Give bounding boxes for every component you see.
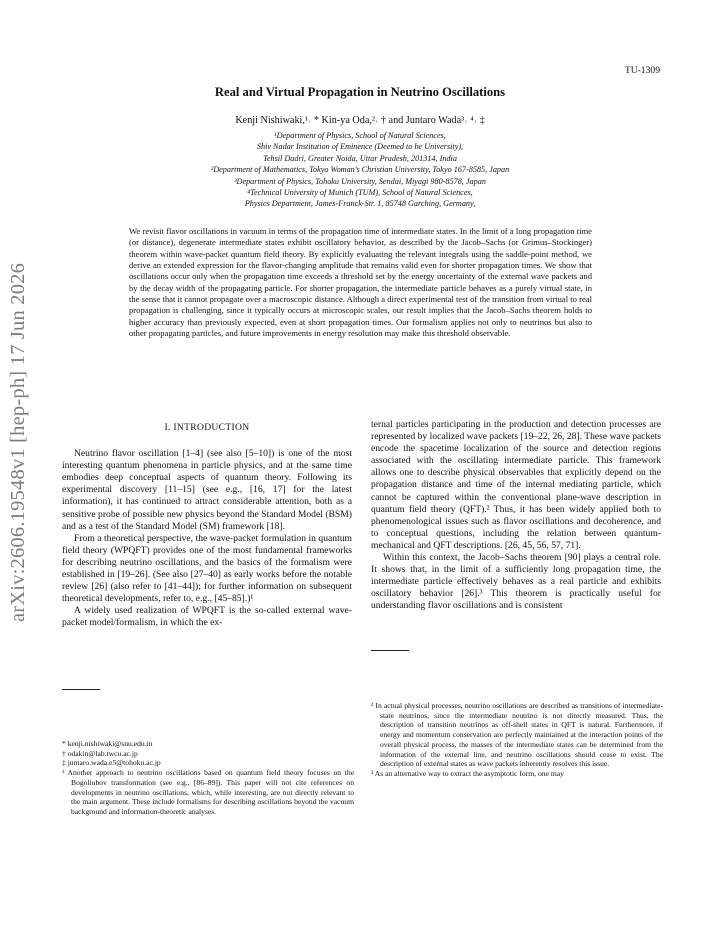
affiliations — [80, 130, 640, 210]
footnotes-left — [62, 739, 354, 817]
body-paragraph: From a theoretical perspective, the wave-packet formulation in quantum field theory (WPQFT) provides one of the most fundamental frameworks for describing neutrino oscillations, and the basics of the formalism were established in [19–26]. (See also [27–40] as early works before the notable review [26] (also refer to [41–44]); for further information on subsequent theoretical developments, refer to, e.g., [45–85].)¹ — [62, 532, 352, 605]
affiliation-line: ⁴Technical University of Munich (TUM), School of Natural Sciences, — [247, 188, 473, 198]
left-column — [62, 420, 352, 630]
footnote: † odakin@lab.twcu.ac.jp — [62, 748, 138, 758]
footnote: ¹ Another approach to neutrino oscillations based on quantum field theory focuses on the Bogoliubov transformation (see e.g., [86–89]). This paper will not cite references on developments in neutrino oscillations, which, while interesting, are not directly relevant to the main argument. These include formalisms for describing oscillations beyond the vacuum background and information-theoretic analyses. — [62, 768, 354, 816]
footnote: ³ As an alternative way to extract the asymptotic form, one may — [371, 768, 564, 778]
affiliation-line: Shiv Nadar Institution of Eminence (Deemed to be University), — [256, 142, 464, 152]
footnote-divider — [371, 650, 409, 651]
body-paragraph: A widely used realization of WPQFT is the so-called external wave-packet model/formalism, in which the ex- — [62, 605, 352, 629]
affiliation-line: Physics Department, James-Franck-Str. 1, 85748 Garching, Germany, — [244, 199, 476, 209]
affiliation-line: ²Department of Mathematics, Tokyo Woman’s Christian University, Tokyo 167-8585, Japan — [210, 165, 510, 175]
footnote-divider — [62, 689, 100, 690]
footnote: ² In actual physical processes, neutrino oscillations are described as transitions of intermediate-state neutrinos, since the intermediate neutrino is not directly measured. Thus, the description of transition neutrinos as off-shell states in QFT is natural. Furthermore, if energy and momentum conservation are perfectly maintained at the interaction points of the overall physical process, the masses of the intermediate states can be determined from the information of the external line, and neutrino oscillations should cease to exist. The description of external states as wave packets inherently resolves this issue. — [371, 701, 663, 769]
footnote: ‡ juntaro.wada.e5@tohoku.ac.jp — [62, 758, 161, 768]
affiliation-line: Tehsil Dadri, Greater Noida, Uttar Pradesh, 201314, India — [263, 153, 457, 163]
author-list: Kenji Nishiwaki,¹˒ * Kin-ya Oda,²˒ † and Juntaro Wada³˒ ⁴˒ ‡ — [235, 115, 485, 126]
arxiv-identifier: arXiv:2606.19548v1 [hep-ph] 17 Jun 2026 — [7, 262, 30, 622]
footnote: * kenji.nishiwaki@snu.edu.in — [62, 739, 153, 748]
report-number: TU-1309 — [624, 65, 660, 76]
footnotes-right — [371, 701, 663, 779]
section-heading: I. INTRODUCTION — [164, 422, 250, 433]
arxiv-sidebar-stamp — [4, 262, 34, 622]
affiliation-line: ¹Department of Physics, School of Natural Sciences, — [274, 131, 446, 140]
abstract: We revisit flavor oscillations in vacuum in terms of the propagation time of intermediate states. In the limit of a long propagation time (or distance), degenerate intermediate states exhibit oscillatory behavior, as described by the Jacob–Sachs (or Grimus–Stockinger) theorem within wave-packet quantum field theory. By explicitly evaluating the relevant integrals using the saddle-point method, we derive an extended expression for the flavor-changing amplitude that remains valid even for shorter propagation times. We show that oscillations occur only when the propagation time exceeds a threshold set by the energy uncertainty of the external wave packets and by the decay width of the propagating particle. For shorter propagation, the intermediate particle behaves as a purely virtual state, in the sense that it cannot propagate over a macroscopic distance. Although a direct experimental test of the transition from virtual to real propagation is challenging, since it typically occurs at microscopic scales, our result implies that the Jacob–Sachs theorem holds to higher accuracy than previously expected, even at short propagation times. Our formalism applies not only to neutrinos but also to other propagating particles, and future improvements in energy resolution may make this threshold observable. — [129, 226, 592, 339]
body-paragraph: Neutrino flavor oscillation [1–4] (see also [5–10]) is one of the most interesting quantum phenomena in particle physics, and at the same time embodies deep conceptual aspects of quantum theory. Following its experimental discovery [11–15] (see e.g., [16, 17] for the latest information), it has continued to attract considerable attention, both as a sensitive probe of possible new physics beyond the Standard Model (BSM) and as a test of the Standard Model (SM) framework [18]. — [62, 448, 352, 532]
paper-title: Real and Virtual Propagation in Neutrino Oscillations — [214, 85, 506, 99]
body-paragraph: Within this context, the Jacob–Sachs theorem [90] plays a central role. It shows that, in the limit of a sufficiently long propagation time, the intermediate particle effectively behaves as a real particle and exhibits oscillatory behavior [26].³ This theorem is practically useful for understanding flavor oscillations and is consistent — [371, 552, 661, 612]
affiliation-line: ³Department of Physics, Tohoku University, Sendai, Miyagi 980-8578, Japan — [234, 176, 486, 186]
right-column — [371, 419, 661, 613]
body-paragraph: ternal particles participating in the production and detection processes are represented by localized wave packets [19–22, 26, 28]. These wave packets encode the spacetime localization of the source and detection regions associated with the oscillating intermediate particle. This framework allows one to describe physical observables that explicitly depend on the propagation distance and time of the internal mediating particle, which cannot be captured within the conventional plane-wave description in quantum field theory (QFT).² Thus, it has been widely applied both to phenomenological issues such as flavor oscillations and decoherence, and to conceptual questions, including the relation between quantum-mechanical and QFT descriptions. [26, 45, 56, 57, 71]. — [371, 419, 661, 551]
